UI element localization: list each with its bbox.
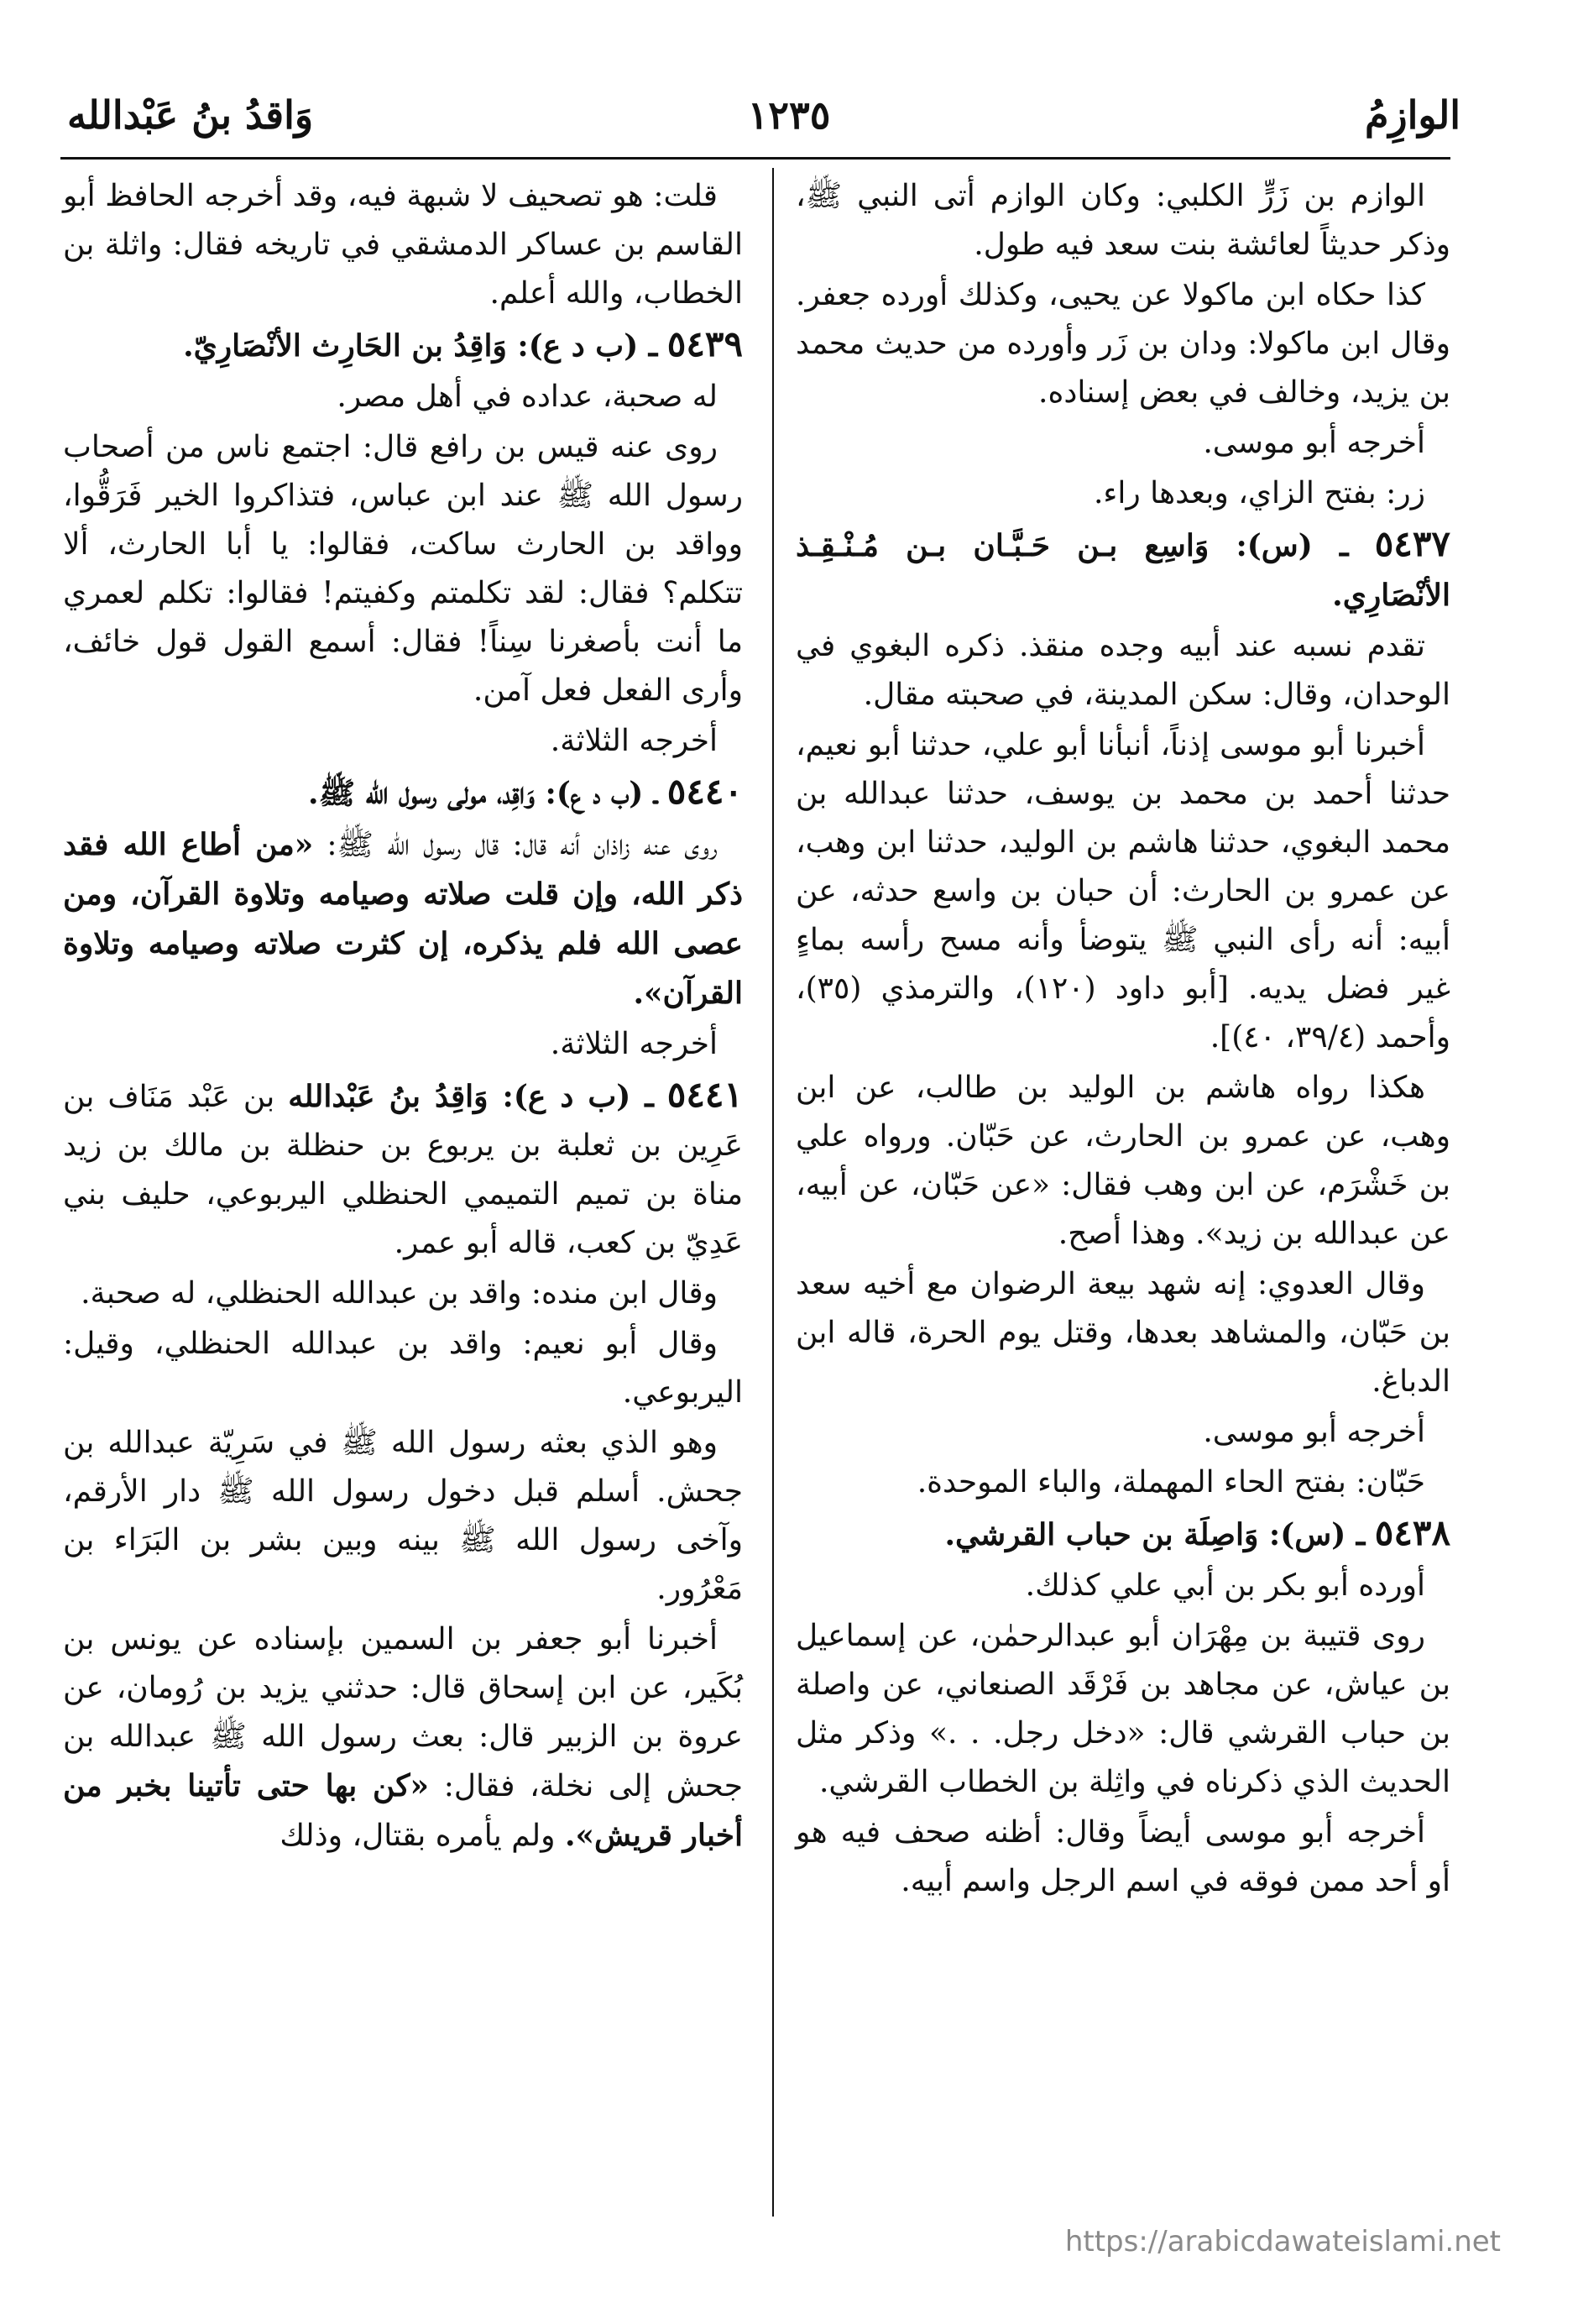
paragraph [796, 1260, 1450, 1406]
paragraph-text: وقال العدوي: إنه شهد بيعة الرضوان مع أخيه سعد بن حَبّان، والمشاهد بعدها، وقتل يوم الحرة، قاله ابن الدباغ. [796, 1267, 1450, 1399]
paragraph [63, 820, 743, 1018]
entry-number: ٥٤٣٩ [666, 323, 743, 364]
paragraph [796, 1458, 1450, 1507]
paragraph-text: وقال أبو نعيم: واقد بن عبدالله الحنظلي، وقيل: اليربوعي. [63, 1327, 743, 1410]
paragraph [796, 1064, 1450, 1259]
running-head-left: وَاقدُ بنُ عَبْدالله [67, 92, 314, 138]
left-column [63, 172, 743, 1862]
paragraph-continuation: ولم يأمره بقتال، وذلك [280, 1819, 556, 1853]
paragraph [796, 622, 1450, 720]
paragraph-text: له صحبة، عداده في أهل مصر. [337, 379, 718, 414]
paragraph [63, 717, 743, 766]
paragraph-text: تقدم نسبه عند أبيه وجده منقذ. ذكره البغوي في الوحدان، وقال: سكن المدينة، في صحبته مقال. [796, 629, 1450, 712]
paragraph [796, 1562, 1450, 1610]
entry-number: ٥٤٣٨ [1374, 1512, 1450, 1553]
paragraph-text: أخرجه أبو موسى أيضاً وقال: أظنه صحف فيه هو أو أحد ممن فوقه في اسم الرجل واسم أبيه. [796, 1815, 1450, 1898]
paragraph-continuation: بن عَبْد مَنَاف بن عَرِين بن ثعلبة بن يربوع بن حنظلة بن مالك بن زيد مناة بن تميم التميمي الحنظلي اليربوعي، حليف بني عَدِيّ بن كعب، قاله أبو عمر. [63, 1080, 743, 1260]
hadith-quote: «من أطاع الله فقد ذكر الله، وإن قلت صلاته وصيامه وتلاوة القرآن، ومن عصى الله فلم يذكره، إن كثرت صلاته وصيامه وتلاوة القرآن». [63, 827, 743, 1011]
paragraph [796, 419, 1450, 468]
paragraph-text: أخرجه أبو موسى. [1203, 1415, 1425, 1449]
paragraph-text: أخرجه الثلاثة. [550, 724, 718, 758]
paragraph-text: أخبرنا أبو موسى إذناً، أنبأنا أبو علي، حدثنا أبو نعيم، حدثنا أحمد بن محمد بن يوسف، حدثنا عبدالله بن محمد البغوي، حدثنا هاشم بن الوليد، حدثنا ابن وهب، عن عمرو بن الحارث: أن حبان بن واسع حدثه، عن أبيه: أنه رأى النبي ﷺ يتوضأ وأنه مسح رأسه بماءٍ غير فضل يديه. [أبو داود (١٢٠)، والترمذي (٣٥)، وأحمد (٣٩/٤، ٤٠)]. [796, 728, 1450, 1055]
column-divider [772, 168, 774, 2217]
entry-heading [63, 320, 743, 371]
paragraph [63, 1320, 743, 1417]
paragraph-text: زر: بفتح الزاي، وبعدها راء. [1093, 476, 1425, 510]
entry-heading [796, 520, 1450, 620]
entry-heading [63, 1070, 743, 1268]
paragraph-text: أورده أبو بكر بن أبي علي كذلك. [1025, 1568, 1425, 1603]
paragraph [796, 172, 1450, 270]
paragraph-text: كذا حكاه ابن ماكولا عن يحيى، وكذلك أورده جعفر. وقال ابن ماكولا: ودان بن زَر وأورده من حديث محمد بن يزيد، وخالف في بعض إسناده. [796, 278, 1450, 410]
running-head-right: الوازِمُ [1364, 92, 1460, 138]
entry-title: ـ (س): وَاسِع بـن حَـبَّـان بـن مُـنْـقِـذ الأنْصَارِي. [796, 528, 1450, 613]
entry-heading [796, 1509, 1450, 1560]
paragraph [63, 1020, 743, 1069]
paragraph [63, 373, 743, 421]
paragraph-text: أخرجه الثلاثة. [550, 1027, 718, 1061]
entry-title: ـ (ب د ع): وَاقِد، مولى رسول الله ﷺ. [308, 776, 658, 811]
paragraph-text: وهو الذي بعثه رسول الله ﷺ في سَرِيّة عبدالله بن جحش. أسلم قبل دخول رسول الله ﷺ دار الأرقم، وآخى رسول الله ﷺ بينه وبين بشر بن البَرَاء بن مَعْرُور. [63, 1426, 743, 1606]
paragraph [63, 1269, 743, 1318]
paragraph-text: روى عنه زاذان أنه قال: قال رسول الله ﷺ: [327, 828, 718, 862]
page-header [0, 80, 1578, 151]
entry-number: ٥٤٣٧ [1374, 523, 1450, 564]
header-rule [60, 157, 1450, 160]
entry-number: ٥٤٤٠ [666, 771, 743, 812]
paragraph-text: روى عنه قيس بن رافع قال: اجتمع ناس من أصحاب رسول الله ﷺ عند ابن عباس، فتذاكروا الخير فَرَقُّوا، وواقد بن الحارث ساكت، فقالوا: يا أبا الحارث، ألا تتكلم؟ فقال: لقد تكلمتم وكفيتم! فقالوا: تكلم لعمري ما أنت بأصغرنا سِناً! فقال: أسمع القول قول خائف، وأرى الفعل فعل آمن. [63, 430, 743, 708]
paragraph [63, 1419, 743, 1614]
paragraph [796, 721, 1450, 1062]
paragraph [796, 1612, 1450, 1807]
entry-title: ـ (ب د ع): وَاقِدُ بن الحَارِث الأنْصَارِيّ. [183, 328, 658, 364]
paragraph [796, 1408, 1450, 1457]
paragraph-text: حَبّان: بفتح الحاء المهملة، والباء الموحدة. [917, 1465, 1425, 1500]
paragraph-text: الوازم بن زَرٍّ الكلبي: وكان الوازم أتى النبي ﷺ، وذكر حديثاً لعائشة بنت سعد فيه طول. [796, 179, 1450, 262]
paragraph-text: هكذا رواه هاشم بن الوليد بن طالب، عن ابن وهب، عن عمرو بن الحارث، عن حَبّان. ورواه علي بن خَشْرَم، عن ابن وهب فقال: «عن حَبّان، عن أبيه، عن عبدالله بن زيد». وهذا أصح. [796, 1070, 1450, 1251]
paragraph-text: أخرجه أبو موسى. [1203, 426, 1425, 460]
watermark: https://arabicdawateislami.net [1064, 2225, 1501, 2259]
paragraph-text: روى قتيبة بن مِهْرَان أبو عبدالرحمٰن، عن إسماعيل بن عياش، عن مجاهد بن فَرْقَد الصنعاني، عن واصلة بن حباب القرشي قال: «دخل رجل. . .» وذكر مثل الحديث الذي ذكرناه في واثِلة بن الخطاب القرشي. [796, 1619, 1450, 1799]
paragraph [63, 172, 743, 318]
entry-number: ٥٤٤١ [666, 1074, 743, 1115]
paragraph-text: وقال ابن منده: واقد بن عبدالله الحنظلي، له صحبة. [81, 1276, 718, 1311]
paragraph [796, 271, 1450, 417]
paragraph [63, 1615, 743, 1861]
paragraph [63, 423, 743, 715]
entry-title: ـ (س): وَاصِلَة بن حباب القرشي. [944, 1517, 1366, 1552]
entry-heading [63, 767, 743, 819]
page-number: ١٢٣٥ [747, 92, 831, 138]
paragraph [796, 469, 1450, 518]
paragraph-text: قلت: هو تصحيف لا شبهة فيه، وقد أخرجه الحافظ أبو القاسم بن عساكر الدمشقي في تاريخه فقال: واثلة بن الخطاب، والله أعلم. [63, 179, 743, 311]
entry-title: ـ (ب د ع): وَاقِدُ بنُ عَبْدالله [288, 1079, 654, 1114]
right-column [796, 172, 1450, 1908]
paragraph [796, 1808, 1450, 1906]
hadith-quote: «كن بها حتى تأتينا بخبر من أخبار قريش». [63, 1768, 743, 1853]
paragraph-text: أخبرنا أبو جعفر بن السمين بإسناده عن يونس بن بُكَير، عن ابن إسحاق قال: حدثني يزيد بن رُومان، عن عروة بن الزبير قال: بعث رسول الله ﷺ عبدالله بن جحش إلى نخلة، فقال: [63, 1622, 743, 1803]
